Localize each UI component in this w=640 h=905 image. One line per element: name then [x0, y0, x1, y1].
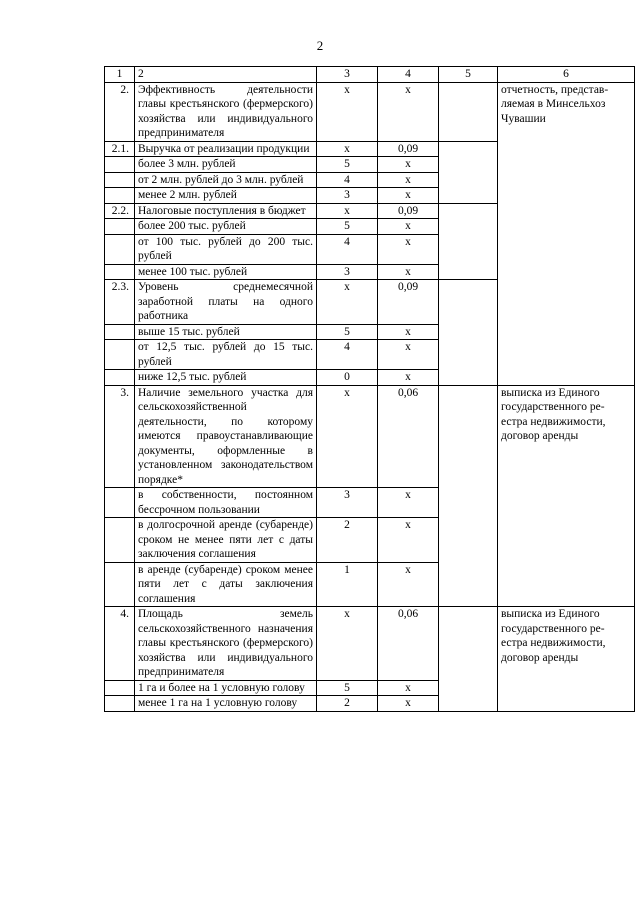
source-document-cell: [498, 385, 635, 607]
weight-cell: 0,06: [378, 607, 439, 681]
criterion-name: Площадь земель сельскохозяйственного назначения главы крестьянского (фермерского) хозяйства или индивидуального предпринимателя: [135, 607, 317, 681]
criterion-name: Наличие земельного участка для сельскохозяйственной деятельности, по которому имеются правоустанавливающие документы, оформленные в установленном законодательством порядке*: [135, 385, 317, 488]
criterion-option: в долгосрочной аренде (субаренде) сроком не менее пяти лет с даты заключения соглашения: [135, 518, 317, 563]
weight-cell: х: [378, 82, 439, 141]
source-line: государственного ре-: [501, 622, 605, 635]
criterion-option: менее 2 млн. рублей: [135, 188, 317, 204]
source-line: договор аренды: [501, 651, 579, 664]
source-line: выписка из Единого: [501, 608, 600, 620]
source-line: выписка из Единого: [501, 386, 600, 399]
score-cell: 1: [317, 562, 378, 607]
empty-cell: [439, 82, 498, 141]
header-col-2: 2: [135, 67, 317, 83]
score-cell: х: [317, 385, 378, 488]
weight-cell: х: [378, 157, 439, 173]
criterion-option: ниже 12,5 тыс. рублей: [135, 370, 317, 386]
source-line: естра недвижимости,: [501, 415, 606, 428]
criterion-option: от 2 млн. рублей до 3 млн. рублей: [135, 172, 317, 188]
score-cell: 0: [317, 370, 378, 386]
criteria-table: [104, 66, 635, 712]
row-number: 3.: [105, 385, 135, 488]
criterion-name: Эффективность деятельности главы крестьянского (фермерского) хозяйства или индивидуального предпринимателя: [135, 82, 317, 141]
row-number: [105, 157, 135, 173]
table-row: [105, 607, 635, 681]
row-number: 2.3.: [105, 280, 135, 325]
score-cell: 5: [317, 680, 378, 696]
weight-cell: х: [378, 488, 439, 518]
table-row: [105, 82, 635, 141]
row-number: [105, 234, 135, 264]
weight-cell: х: [378, 234, 439, 264]
row-number: [105, 680, 135, 696]
weight-cell: 0,09: [378, 203, 439, 219]
weight-cell: 0,09: [378, 280, 439, 325]
header-col-6: 6: [498, 67, 635, 83]
criterion-option: выше 15 тыс. рублей: [135, 324, 317, 340]
score-cell: 5: [317, 324, 378, 340]
criterion-option: менее 100 тыс. рублей: [135, 264, 317, 280]
empty-cell: [439, 141, 498, 203]
source-line: отчетность, представ-: [501, 83, 609, 96]
weight-cell: х: [378, 370, 439, 386]
source-line: государственного ре-: [501, 401, 605, 413]
score-cell: 5: [317, 157, 378, 173]
weight-cell: х: [378, 680, 439, 696]
weight-cell: 0,06: [378, 385, 439, 488]
empty-cell: [439, 607, 498, 712]
criterion-option: от 100 тыс. рублей до 200 тыс. рублей: [135, 234, 317, 264]
header-col-5: 5: [439, 67, 498, 83]
source-line: ляемая в Минсельхоз: [501, 98, 606, 110]
source-document-cell: [498, 82, 635, 385]
criterion-name: Налоговые поступления в бюджет: [135, 203, 317, 219]
row-number: 2.1.: [105, 141, 135, 157]
score-cell: 2: [317, 696, 378, 712]
row-number: [105, 188, 135, 204]
weight-cell: 0,09: [378, 141, 439, 157]
row-number: [105, 488, 135, 518]
header-col-4: 4: [378, 67, 439, 83]
header-col-1: 1: [105, 67, 135, 83]
score-cell: 4: [317, 172, 378, 188]
row-number: [105, 370, 135, 386]
weight-cell: х: [378, 324, 439, 340]
empty-cell: [439, 203, 498, 280]
score-cell: 3: [317, 488, 378, 518]
row-number: 2.: [105, 82, 135, 141]
source-line: договор аренды: [501, 430, 579, 442]
score-cell: х: [317, 141, 378, 157]
weight-cell: х: [378, 264, 439, 280]
weight-cell: х: [378, 562, 439, 607]
score-cell: х: [317, 280, 378, 325]
score-cell: 3: [317, 188, 378, 204]
empty-cell: [439, 280, 498, 386]
score-cell: 2: [317, 518, 378, 563]
row-number: 4.: [105, 607, 135, 681]
row-number: [105, 172, 135, 188]
weight-cell: х: [378, 188, 439, 204]
row-number: [105, 696, 135, 712]
criterion-option: более 3 млн. рублей: [135, 157, 317, 173]
score-cell: х: [317, 203, 378, 219]
weight-cell: х: [378, 518, 439, 563]
weight-cell: х: [378, 340, 439, 370]
criterion-option: менее 1 га на 1 условную голову: [135, 696, 317, 712]
score-cell: 4: [317, 234, 378, 264]
score-cell: 4: [317, 340, 378, 370]
criterion-option: от 12,5 тыс. рублей до 15 тыс. рублей: [135, 340, 317, 370]
criterion-option: в собственности, постоянном бессрочном пользовании: [135, 488, 317, 518]
table-row: [105, 385, 635, 488]
header-col-3: 3: [317, 67, 378, 83]
criterion-option: в аренде (субаренде) сроком менее пяти лет с даты заключения соглашения: [135, 562, 317, 607]
criterion-option: более 200 тыс. рублей: [135, 219, 317, 235]
row-number: [105, 264, 135, 280]
row-number: [105, 219, 135, 235]
score-cell: х: [317, 607, 378, 681]
criterion-option: 1 га и более на 1 условную голову: [135, 680, 317, 696]
score-cell: 5: [317, 219, 378, 235]
page-number: 2: [316, 38, 324, 53]
row-number: [105, 562, 135, 607]
table-header-row: [105, 67, 635, 83]
criterion-name: Выручка от реализации продукции: [135, 141, 317, 157]
row-number: [105, 518, 135, 563]
empty-cell: [439, 385, 498, 607]
weight-cell: х: [378, 219, 439, 235]
weight-cell: х: [378, 172, 439, 188]
source-line: Чувашии: [501, 112, 546, 125]
row-number: [105, 340, 135, 370]
score-cell: х: [317, 82, 378, 141]
row-number: 2.2.: [105, 203, 135, 219]
criterion-name: Уровень среднемесячной заработной платы на одного работника: [135, 280, 317, 325]
source-line: естра недвижимости,: [501, 637, 606, 649]
score-cell: 3: [317, 264, 378, 280]
row-number: [105, 324, 135, 340]
source-document-cell: [498, 607, 635, 712]
weight-cell: х: [378, 696, 439, 712]
